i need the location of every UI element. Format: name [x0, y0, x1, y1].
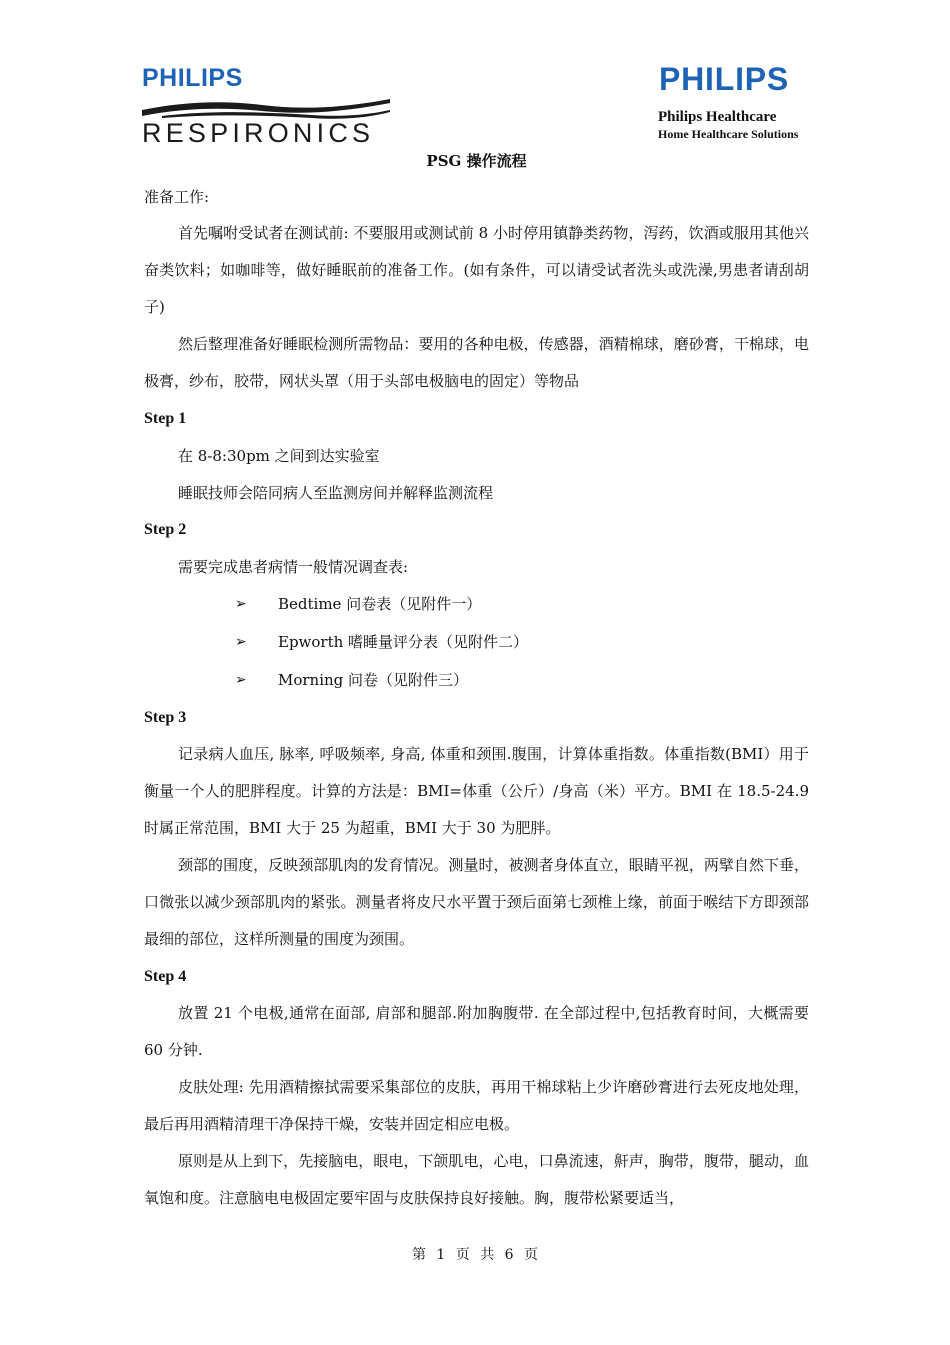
- step-heading: Step 4: [144, 968, 187, 985]
- arrow-bullet-icon: ➢: [235, 596, 247, 612]
- prep-heading: 准备工作:: [144, 188, 210, 206]
- prep-paragraph: 然后整理准备好睡眠检测所需物品：要用的各种电极，传感器，酒精棉球，磨砂膏，干棉球，电极膏，纱布，胶带，网状头罩（用于头部电极脑电的固定）等物品: [144, 335, 809, 390]
- step-heading: Step 3: [144, 709, 187, 726]
- questionnaire-list: [144, 593, 809, 691]
- division-name: Home Healthcare Solutions: [658, 127, 799, 141]
- step-intro: 需要完成患者病情一般情况调查表:: [178, 558, 409, 576]
- philips-brand-text: PHILIPS: [659, 61, 790, 97]
- document-body: [144, 150, 809, 1225]
- step-line: 在 8-8:30pm 之间到达实验室: [178, 447, 380, 465]
- step-paragraph: 记录病人血压, 脉率, 呼吸频率, 身高, 体重和颈围.腹围，计算体重指数。体重指数(BMI）用于衡量一个人的肥胖程度。计算的方法是：BMI=体重（公斤）/身高（米）平方。BMI 在 18.5-24.9 时属正常范围，BMI 大于 25 为超重，BMI 大于 30 为肥胖。: [144, 745, 809, 837]
- step-paragraph: 颈部的围度，反映颈部肌肉的发育情况。测量时，被测者身体直立，眼睛平视，两擘自然下垂，口微张以减少颈部肌肉的紧张。测量者将皮尺水平置于颈后面第七颈椎上缘，前面于喉结下方即颈部最细的部位，这样所测量的围度为颈围。: [144, 856, 809, 948]
- step-heading: Step 1: [144, 410, 187, 427]
- arrow-bullet-icon: ➢: [235, 672, 247, 688]
- philips-respironics-logo: [142, 64, 392, 146]
- philips-brand-text: PHILIPS: [142, 64, 243, 92]
- page-footer: 第 1 页 共 6 页: [411, 1247, 539, 1263]
- list-item: [144, 593, 809, 615]
- list-item: [144, 669, 809, 691]
- document-title: PSG 操作流程: [426, 152, 527, 170]
- step-paragraph: 放置 21 个电极,通常在面部, 肩部和腿部.附加胸腹带. 在全部过程中,包括教育时间，大概需要 60 分钟.: [144, 1004, 809, 1059]
- list-item: [144, 631, 809, 653]
- prep-paragraph: 首先嘱咐受试者在测试前: 不要服用或测试前 8 小时停用镇静类药物，泻药，饮酒或服用其他兴奋类饮料；如咖啡等，做好睡眠前的准备工作。(如有条件，可以请受试者洗头或洗澡,男患者请刮胡子): [144, 224, 809, 316]
- philips-healthcare-logo: [656, 62, 826, 152]
- list-item-text: Bedtime 问卷表（见附件一）: [278, 595, 482, 613]
- step-paragraph: 皮肤处理: 先用酒精擦拭需要采集部位的皮肤，再用干棉球粘上少许磨砂膏进行去死皮地处理，最后再用酒精清理干净保持干燥，安装并固定相应电极。: [144, 1078, 809, 1133]
- list-item-text: Epworth 嗜睡量评分表（见附件二）: [278, 633, 529, 651]
- respironics-wordmark: RESPIRONICS: [142, 118, 375, 148]
- arrow-bullet-icon: ➢: [235, 634, 247, 650]
- step-heading: Step 2: [144, 521, 187, 538]
- company-name: Philips Healthcare: [658, 109, 777, 125]
- step-line: 睡眠技师会陪同病人至监测房间并解释监测流程: [178, 484, 494, 502]
- list-item-text: Morning 问卷（见附件三）: [278, 671, 469, 689]
- step-paragraph: 原则是从上到下，先接脑电，眼电，下颌肌电，心电，口鼻流速，鼾声，胸带，腹带，腿动，血氧饱和度。注意脑电电极固定要牢固与皮肤保持良好接触。胸，腹带松紧要适当，: [144, 1152, 809, 1207]
